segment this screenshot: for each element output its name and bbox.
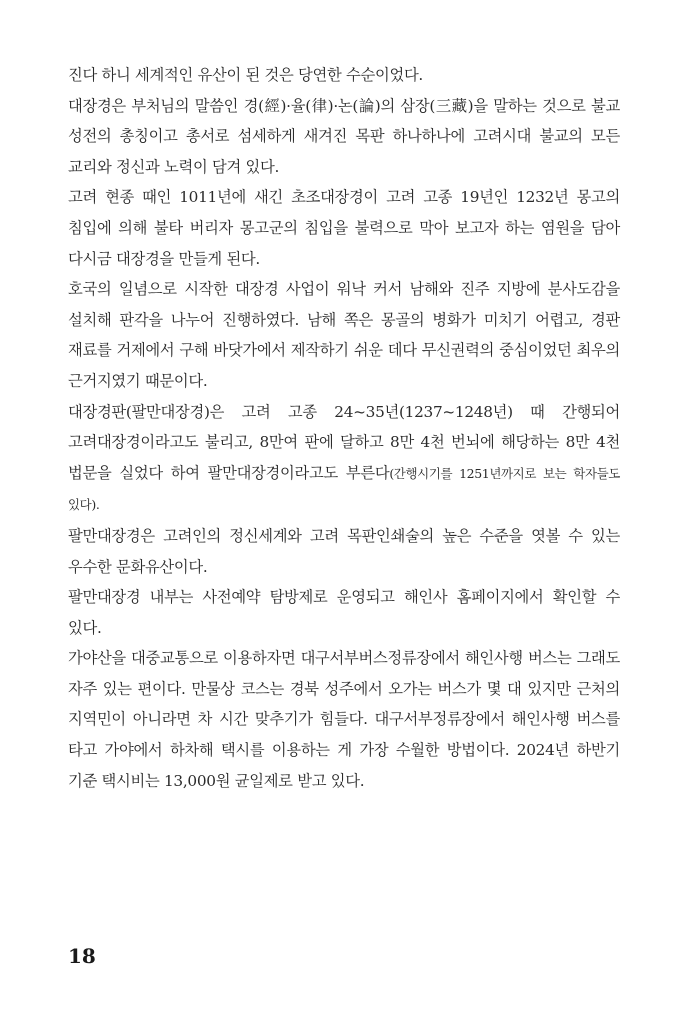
paragraph-8: 가야산을 대중교통으로 이용하자면 대구서부버스정류장에서 해인사행 버스는 그래도 자주 있는 편이다. 만물상 코스는 경북 성주에서 오가는 버스가 몇 대 있지만 근처의 지역민이 아니라면 차 시간 맞추기가 힘들다. 대구서부정류장에서 해인사행 버스를 타고 가야에서 하차해 택시를 이용하는 게 가장 수월한 방법이다. 2024년 하반기 기준 택시비는 13,000원 균일제로 받고 있다. xyxy=(68,649,620,790)
paragraph-5-text: 대장경판(팔만대장경)은 고려 고종 24~35년(1237~1248년) 때 간행되어 고려대장경이라고도 불리고, 8만여 판에 달하고 8만 4천 번뇌에 해당하는 8만 4천 법문을 실었다 하여 팔만대장경이라고도 부른다 xyxy=(68,402,620,482)
page-number: 18 xyxy=(68,944,96,968)
page-body xyxy=(68,60,620,796)
paragraph-5-note: (간행시기를 1251년까지로 보는 학자들도 있다). xyxy=(68,465,620,513)
paragraph-4: 호국의 일념으로 시작한 대장경 사업이 워낙 커서 남해와 진주 지방에 분사도감을 설치해 판각을 나누어 진행하였다. 남해 쪽은 몽골의 병화가 미치기 어렵고, 경판 재료를 거제에서 구해 바닷가에서 제작하기 쉬운 데다 무신권력의 중심이었던 최우의 근거지였기 때문이다. xyxy=(68,280,620,390)
paragraph-6: 팔만대장경은 고려인의 정신세계와 고려 목판인쇄술의 높은 수준을 엿볼 수 있는 우수한 문화유산이다. xyxy=(68,526,620,576)
paragraph-1: 진다 하니 세계적인 유산이 된 것은 당연한 수순이었다. xyxy=(68,66,423,84)
paragraph-2: 대장경은 부처님의 말씀인 경(經)·율(律)·논(論)의 삼장(三藏)을 말하는 것으로 불교 성전의 총칭이고 총서로 섬세하게 새겨진 목판 하나하나에 고려시대 불교의 모든 교리와 정신과 노력이 담겨 있다. xyxy=(68,96,620,176)
paragraph-5 xyxy=(68,397,620,521)
paragraph-7: 팔만대장경 내부는 사전예약 탐방제로 운영되고 해인사 홈페이지에서 확인할 수 있다. xyxy=(68,588,620,637)
paragraph-3: 고려 현종 때인 1011년에 새긴 초조대장경이 고려 고종 19년인 1232년 몽고의 침입에 의해 불타 버리자 몽고군의 침입을 불력으로 막아 보고자 하는 염원을 담아 다시금 대장경을 만들게 된다. xyxy=(68,188,620,268)
